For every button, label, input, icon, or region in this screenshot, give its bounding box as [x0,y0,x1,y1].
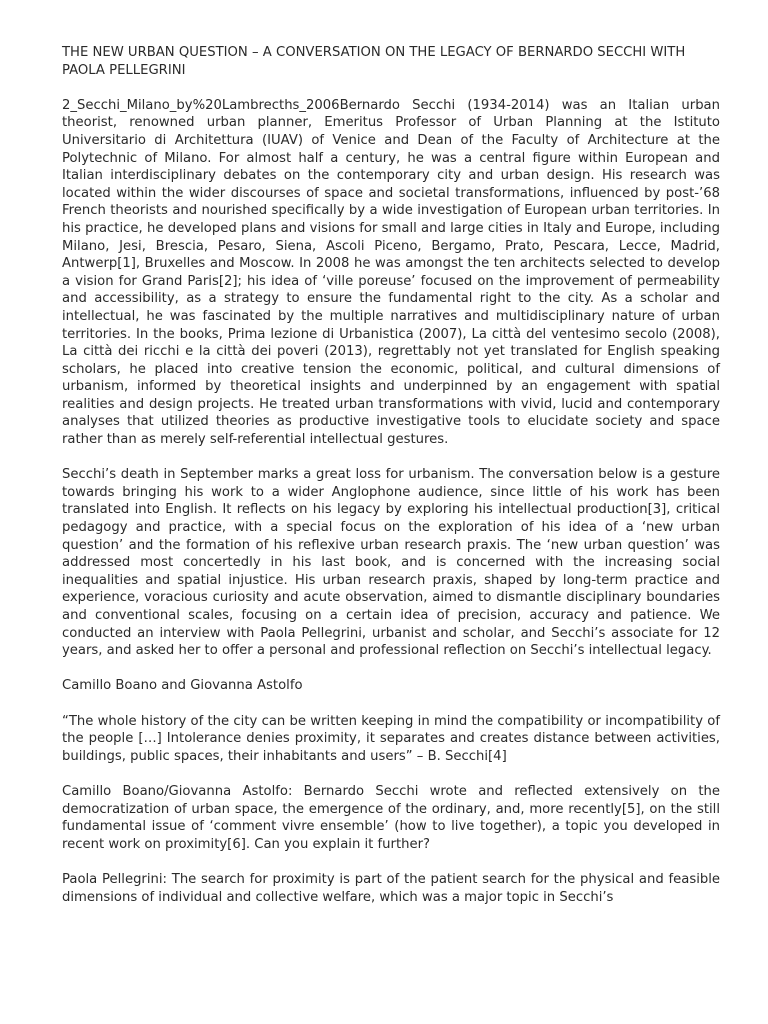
document-page [62,44,720,924]
question-paragraph: Camillo Boano/Giovanna Astolfo: Bernardo Secchi wrote and reflected extensively on the democratization of urban space, the emergence of the ordinary, and, more recently[5], on the still fundamental issue of ‘comment vivre ensemble’ (how to live together), a topic you developed in recent work on proximity[6]. Can you explain it further? [62,783,720,852]
quote-paragraph: “The whole history of the city can be written keeping in mind the compatibility or incompatibility of the people […] Intolerance denies proximity, it separates and creates distance between activities, buildings, public spaces, their inhabitants and users” – B. Secchi[4] [62,713,720,764]
authors-line: Camillo Boano and Giovanna Astolfo [62,678,303,694]
document-title: THE NEW URBAN QUESTION – A CONVERSATION ON THE LEGACY OF BERNARDO SECCHI WITH PAOLA PELLEGRINI [62,45,686,78]
answer-paragraph: Paola Pellegrini: The search for proximity is part of the patient search for the physical and feasible dimensions of individual and collective welfare, which was a major topic in Secchi’s [62,871,720,905]
intro-paragraph: 2_Secchi_Milano_by%20Lambrecths_2006Bernardo Secchi (1934-2014) was an Italian urban theorist, renowned urban planner, Emeritus Professor of Urban Planning at the Istituto Universitario di Architettura (IUAV) of Venice and Dean of the Faculty of Architecture at the Polytechnic of Milano. For almost half a century, he was a central figure within European and Italian interdisciplinary debates on the contemporary city and urban design. His research was located within the wider discourses of space and societal transformations, influenced by post-’68 French theorists and nourished specifically by a wide investigation of European urban territories. In his practice, he developed plans and visions for small and large cities in Italy and Europe, including Milano, Jesi, Brescia, Pesaro, Siena, Ascoli Piceno, Bergamo, Prato, Pescara, Lecce, Madrid, Antwerp[1], Bruxelles and Moscow. In 2008 he was amongst the ten architects selected to develop a vision for Grand Paris[2]; his idea of ‘ville poreuse’ focused on the improvement of permeability and accessibility, as a strategy to ensure the fundamental right to the city. As a scholar and intellectual, he was fascinated by the multiple narratives and multidisciplinary nature of urban territories. In the books, Prima lezione di Urbanistica (2007), La città del ventesimo secolo (2008), La città dei ricchi e la città dei poveri (2013), regrettably not yet translated for English speaking scholars, he placed into creative tension the economic, political, and cultural dimensions of urbanism, informed by theoretical insights and underpinned by an engagement with spatial realities and design projects. He treated urban transformations with vivid, lucid and contemporary analyses that utilized theories as productive investigative tools to elucidate society and space rather than as merely self-referential intellectual gestures. [62,97,720,448]
death-paragraph: Secchi’s death in September marks a great loss for urbanism. The conversation below is a gesture towards bringing his work to a wider Anglophone audience, since little of his work has been translated into English. It reflects on his legacy by exploring his intellectual production[3], critical pedagogy and practice, with a special focus on the exploration of his idea of a ‘new urban question’ and the formation of his reflexive urban research praxis. The ‘new urban question’ was addressed most concertedly in his last book, and is concerned with the increasing social inequalities and spatial injustice. His urban research praxis, shaped by long-term practice and experience, voracious curiosity and acute observation, aimed to dismantle disciplinary boundaries and conventional scales, focusing on a certain idea of precision, accuracy and patience. We conducted an interview with Paola Pellegrini, urbanist and scholar, and Secchi’s associate for 12 years, and asked her to offer a personal and professional reflection on Secchi’s intellectual legacy. [62,467,720,659]
